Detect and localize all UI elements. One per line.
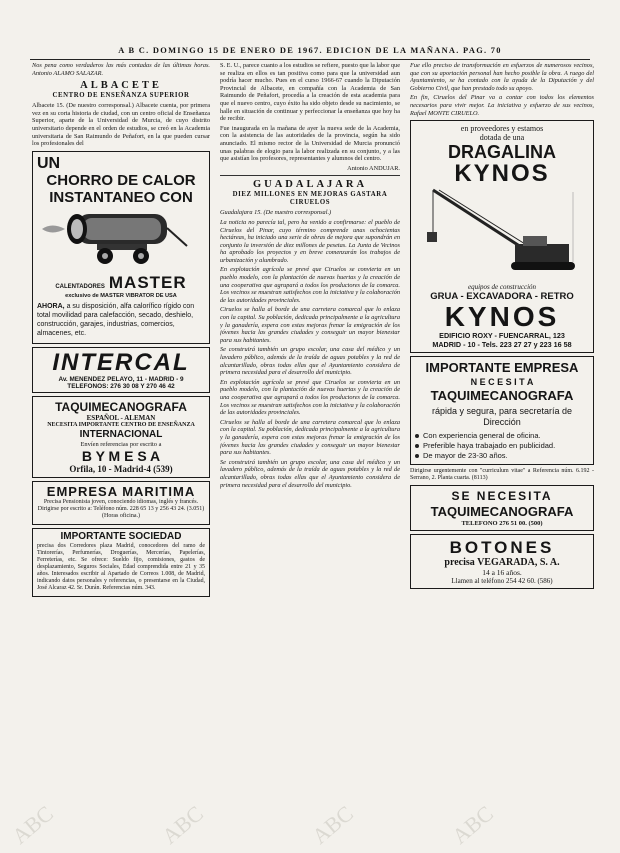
ad-botones bbox=[410, 534, 594, 589]
column-right bbox=[410, 62, 594, 847]
heater-machine-illustration bbox=[37, 206, 205, 268]
ad-kynos bbox=[410, 120, 594, 353]
ad-kynos-grua: GRUA - EXCAVADORA - RETRO bbox=[430, 291, 574, 303]
ad-empresa-bullet: De mayor de 23-30 años. bbox=[415, 451, 589, 461]
ad-empresa-bullet: Preferible haya trabajado en publicidad. bbox=[415, 441, 589, 451]
right-top-paragraph: Fue ello preciso de transformación en esfuerzos de numerosos vecinos, que con su aportación personal han hecho posible la obra. A ruego del Ayuntamiento, se ha contado con la ayuda de la Diputación y del Gobierno Civil, que han prestado todo su apoyo. bbox=[410, 62, 594, 92]
ad-kynos-address: EDIFICIO ROXY - FUENCARRAL, 123 bbox=[439, 331, 565, 341]
guadalajara-body-3b: Ciruelos se halla al borde de una carretera comarcal que lo enlaza con la capital. Su población, dedicada principalmente a la agricultura y la ganadería, espera con estas mejoras frenar la emigración de los jóvenes hacia las grandes ciudades y conseguir un mayor bienestar para sus habitantes. bbox=[220, 418, 400, 457]
ad-kynos-name2: KYNOS bbox=[454, 160, 550, 188]
ad-empresa-needs: N E C E S I T A bbox=[470, 377, 534, 388]
ad-master-line3: INSTANTANEO CON bbox=[49, 188, 193, 206]
guadalajara-body-4: Se construirá también un grupo escolar, una casa del médico y un lavadero público, además de la traída de aguas potables y la red de alcantarillado, obras todas ellas que el Ayuntamiento considera de primera necesidad para el desarrollo del municipio. bbox=[220, 346, 400, 377]
ad-master-body: a su disposición, alfa calorífico rígido con total movilidad para calefacción, secado, deshielo, construcción, garajes, industrias, comercios, almacenes, etc. bbox=[37, 302, 195, 337]
bullet-icon bbox=[415, 454, 419, 458]
ad-kynos-caption: equipos de construcción bbox=[467, 283, 537, 292]
ad-botones-age: 14 a 16 años. bbox=[482, 568, 522, 578]
watermark-abc: ABC bbox=[157, 800, 208, 849]
watermark-abc: ABC bbox=[447, 800, 498, 849]
intro-paragraph: Nos pena como verdaderos las más contadas de las últimas horas. Antonio ALAMO SALAZAR. bbox=[32, 62, 210, 77]
ad-necesita-role: TAQUIMECANOGRAFA bbox=[430, 504, 574, 520]
ad-intercal-address: Av. MENENDEZ PELAYO, 11 - MADRID - 9 bbox=[58, 375, 184, 383]
ad-necesita-title: SE NECESITA bbox=[451, 489, 553, 504]
ad-maritima-title: EMPRESA MARITIMA bbox=[46, 483, 196, 499]
guadalajara-title: GUADALAJARA bbox=[252, 179, 368, 191]
ad-master-line1: UN bbox=[37, 154, 61, 172]
albacete-title: ALBACETE bbox=[80, 80, 162, 92]
section-divider bbox=[220, 175, 400, 176]
ad-master-brand: MASTER bbox=[108, 272, 187, 292]
center-top-paragraph: S. E. U., parece cuanto a los estudios se refiere, puesto que la labor que se realiza en ellos es tan positiva como para que la universidad aun podría hacer mucho. Pues en el curso 1966-67 cuando la Diputación Provincial de Albacete, en compañía con la Academia de San Raimundo de Peñafort, procedía a la creación de esta academia para que el nuevo centro, cuyo éxito ha sido objeto desde su nacimiento, se halle en situación de continuar y perfeccionar la enseñanza que hoy ha de recibir. bbox=[220, 62, 400, 123]
ad-taqui-address: Orfila, 10 - Madrid-4 (539) bbox=[69, 463, 173, 474]
ad-taquimecanografa-bymesa bbox=[32, 396, 210, 478]
guadalajara-body-3: Ciruelos se halla al borde de una carretera comarcal que lo enlaza con la capital. Su población, dedicada principalmente a la agricultura y la ganadería, espera con estas mejoras frenar la emigración de los jóvenes hacia las grandes ciudades y conseguir un mayor bienestar para sus habitantes. bbox=[220, 306, 400, 344]
guadalajara-body-2b: En explotación agrícola se prevé que Ciruelos se convierta en un pueblo modelo, con la plantación de nuevas huertas y la creación de una cooperativa que agrupará a todos los productores de la comarca. Los vecinos se muestran satisfechos con la iniciativa y la colaboración de las autoridades provinciales. bbox=[220, 378, 400, 417]
ad-intercal-brand: INTERCAL bbox=[52, 348, 190, 376]
ad-master-tagline: exclusivo de MASTER VIBRATOR DE USA bbox=[65, 292, 177, 299]
guadalajara-lead: Guadalajara 15. (De nuestro corresponsal.) bbox=[220, 209, 332, 217]
ad-taqui-center: INTERNACIONAL bbox=[79, 428, 163, 440]
watermark-abc: ABC bbox=[307, 800, 358, 849]
ad-empresa-footer: Dirigirse urgentemente con "curriculum vitae" a Referencia núm. 6.192 - Serrano, 2. Planta cuarta. (8113) bbox=[410, 468, 594, 482]
guadalajara-body-2: En explotación agrícola se prevé que Ciruelos se convierta en un pueblo modelo, con la plantación de nuevas huertas y la creación de una cooperativa que agrupará a todos los productores de la comarca. Los vecinos se muestran satisfechos con la iniciativa y la colaboración de las autoridades provinciales. bbox=[220, 266, 400, 304]
bullet-icon bbox=[415, 434, 419, 438]
ad-kynos-brand: KYNOS bbox=[444, 301, 560, 333]
ad-kynos-line1: en proveedores y estamos bbox=[460, 124, 544, 134]
ad-empresa-title: IMPORTANTE EMPRESA bbox=[425, 360, 579, 376]
ad-maritima-body: Precisa Pensionista joven, conociendo idiomas, inglés y francés. Dirigirse por escrito a: Teléfono núm. 228 65 13 y 256 43 24. (3.051) (Horas oficina.) bbox=[37, 498, 205, 519]
bullet-icon bbox=[415, 444, 419, 448]
ad-botones-phone: Llamen al teléfono 254 42 60. (586) bbox=[451, 577, 553, 586]
ad-empresa-maritima bbox=[32, 481, 210, 525]
ad-importante-sociedad bbox=[32, 528, 210, 597]
albacete-subtitle: CENTRO DE ENSEÑANZA SUPERIOR bbox=[52, 92, 190, 100]
center-signature: Antonio ANDUJAR. bbox=[347, 164, 400, 172]
ad-taqui-apply: Envíen referencias por escrito a bbox=[80, 440, 162, 448]
ad-master bbox=[32, 151, 210, 344]
ad-master-lead: AHORA, bbox=[37, 302, 65, 310]
ad-importante-empresa bbox=[410, 356, 594, 465]
albacete-body: Albacete 15. (De nuestro corresponsal.) Albacete cuenta, por primera vez en su corta historia de ciudad, con un centro oficial de Enseñanza Superior, aparte de la Universidad de Murcia, de cuyo distrito universitario depende en el orden de estudios, se creó en la Academia universitaria de San Raimundo de Peñafort, en la que pueden cursar los profesionales del bbox=[32, 102, 210, 148]
watermark-abc: ABC bbox=[7, 800, 58, 849]
ad-empresa-bullet: Con experiencia general de oficina. bbox=[415, 431, 589, 441]
ad-taqui-line: NECESITA IMPORTANTE CENTRO DE ENSEÑANZA bbox=[47, 421, 195, 428]
ad-taqui-title: TAQUIMECANOGRAFA bbox=[55, 399, 187, 414]
ad-botones-title: BOTONES bbox=[449, 538, 555, 558]
ad-intercal-phones: TELEFONOS: 276 30 08 Y 270 46 42 bbox=[67, 382, 175, 390]
right-top-paragraph-2: En fin, Ciruelos del Pinar va a contar con todos los elementos necesarios para vivir mejor. La iniciativa y esfuerzo de sus vecinos, Rafael MONTE CIRUELO. bbox=[410, 94, 594, 117]
ad-kynos-line2: dotada de una bbox=[479, 133, 525, 143]
ad-sociedad-body: precisa dos Corredores plaza Madrid, conocedores del ramo de Tintorerías, Perfumerías, Droguerías, Mercerías, Papelerías, Ferreterías, etc. Se ofrece: Sueldo fijo, comisiones, gastos de desplazamiento, Seguros Sociales, Edad comprendida entre 21 y 35 años. Interesados escribir al Apartado de Correos 1.008, de Madrid, indicando datos personales y referencias, o presentarse en la Ciudad, José Alcaraz 42. Sr. Durán. Referencias núm. 343. bbox=[37, 542, 205, 591]
ad-empresa-desc: rápida y segura, para secretaría de Dirección bbox=[431, 406, 573, 428]
ad-empresa-role: TAQUIMECANOGRAFA bbox=[430, 388, 574, 404]
column-center bbox=[220, 62, 400, 847]
ad-se-necesita bbox=[410, 485, 594, 531]
guadalajara-body: La noticia no parecía tal, pero ha venido a confirmarse: el pueblo de Ciruelos del Pinar, cuyo término comprende unas ochocientas hectáreas, ha iniciado una serie de obras de mejora que supondrán en conjunto la inversión de diez millones de pesetas. La Junta de Vecinos ha aprobado los proyectos y en breve comenzarán los trabajos de urbanización y alumbrado. bbox=[220, 218, 400, 264]
ad-master-line2: CHORRO DE CALOR bbox=[46, 171, 196, 189]
ad-sociedad-title: IMPORTANTE SOCIEDAD bbox=[60, 530, 182, 542]
guadalajara-body-4b: Se construirá también un grupo escolar, una casa del médico y un lavadero público, además de la traída de aguas potables y la red de alcantarillado, obras todas ellas que el Ayuntamiento considera de primera necesidad para el desarrollo del municipio. bbox=[220, 458, 400, 489]
header-rule bbox=[30, 59, 590, 60]
ad-kynos-name1: DRAGALINA bbox=[448, 142, 556, 163]
center-middle-paragraph: Fue inaugurada en la mañana de ayer la nueva sede de la Academia, con la asistencia de las autoridades de la provincia, según ha sido anunciado. El mismo rector de la Universidad de Murcia pronunció unas palabras de elogio para la labor realizada en su conjunto, y a las que asistían los profesores, representantes y alumnos del centro. bbox=[220, 124, 400, 163]
ad-intercal bbox=[32, 347, 210, 393]
page-header: A B C. DOMINGO 15 DE ENERO DE 1967. EDICION DE LA MAÑANA. PAG. 70 bbox=[118, 46, 502, 55]
ad-master-prefix: CALENTADORES bbox=[55, 283, 105, 290]
ad-kynos-city: MADRID - 10 - Tels. 223 27 27 y 223 16 58 bbox=[432, 340, 572, 350]
ad-taqui-company: B Y M E S A bbox=[81, 447, 161, 464]
guadalajara-subtitle: DIEZ MILLONES EN MEJORAS GASTARA CIRUELOS bbox=[232, 191, 388, 207]
ad-necesita-phone: TELEFONO 276 51 00. (500) bbox=[461, 520, 543, 528]
crane-illustration bbox=[415, 186, 587, 278]
column-left bbox=[32, 62, 210, 847]
ad-taqui-subtitle: ESPAÑOL - ALEMAN bbox=[86, 413, 156, 422]
ad-botones-company: precisa VEGARADA, S. A. bbox=[444, 557, 560, 569]
